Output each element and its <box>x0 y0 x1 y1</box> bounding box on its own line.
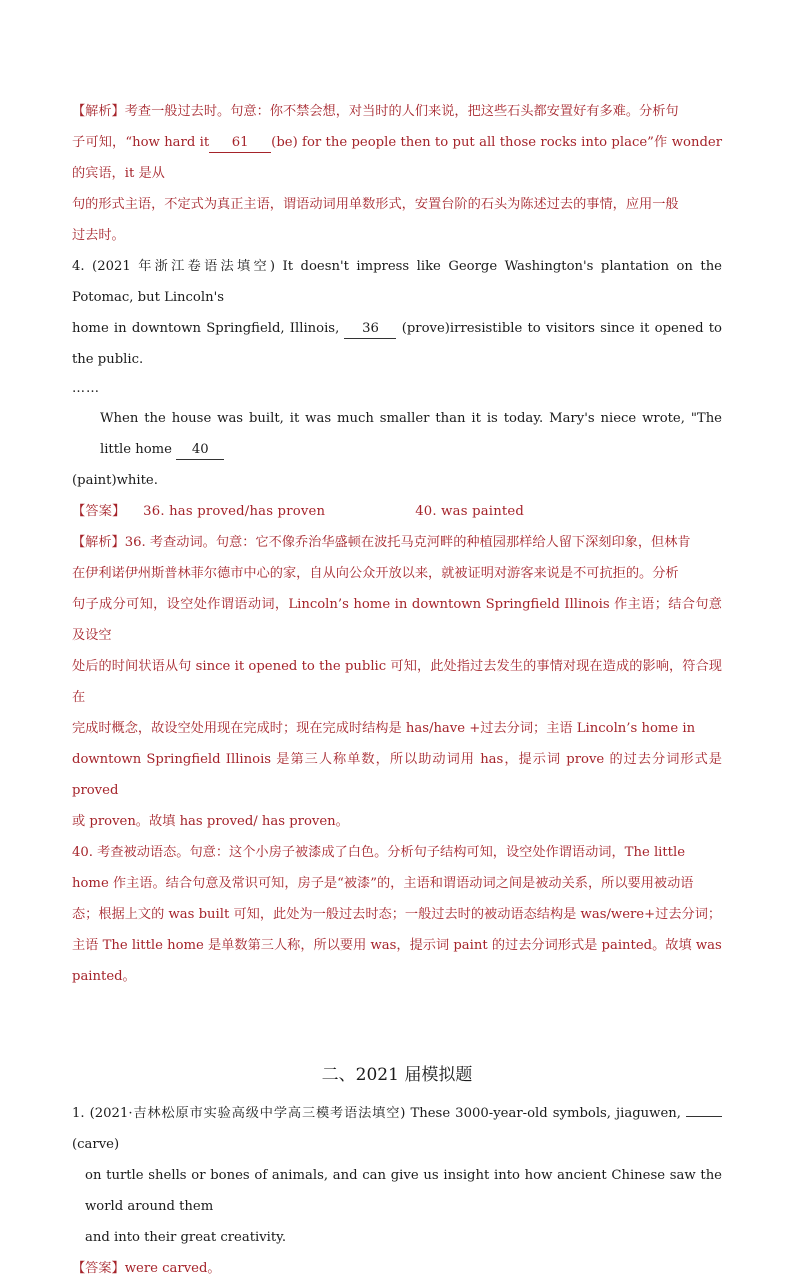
answer-tag: 【答案】 <box>72 1261 125 1276</box>
analysis-text: 子可知，“how hard it <box>72 135 210 150</box>
analysis-line: 主语 The little home 是单数第三人称，所以要用 was，提示词 paint 的过去分词形式是 painted。故填 was <box>72 938 722 953</box>
analysis-text: 36. 考查动词。句意：它不像乔治华盛顿在波托马克河畔的种植园那样给人留下深刻印象，但林肯 <box>124 535 691 550</box>
analysis-line: 在伊利诺伊州斯普林菲尔德市中心的家，自从向公众开放以来，就被证明对游客来说是不可抗拒的。分析 <box>72 566 679 581</box>
answer-blank-carve <box>686 1116 722 1117</box>
question-text: (prove)irresistible to visitors since it opened to the public. <box>72 321 722 367</box>
answer-text: 40. was painted <box>415 504 525 519</box>
analysis-line <box>72 527 722 558</box>
analysis-tag: 【解析】 <box>72 104 125 119</box>
question-line: (paint)white. <box>72 473 158 488</box>
analysis-text: 考查一般过去时。句意：你不禁会想，对当时的人们来说，把这些石头都安置好有多难。分析句 <box>124 104 679 119</box>
question-line <box>72 313 722 375</box>
answer-text: were carved。 <box>124 1261 221 1276</box>
analysis-tag: 【解析】 <box>72 535 125 550</box>
analysis-line: painted。 <box>72 969 136 984</box>
question-line: and into their great creativity. <box>85 1230 287 1245</box>
analysis-line: 40. 考查被动语态。句意：这个小房子被漆成了白色。分析句子结构可知，设空处作谓语动词，The little <box>72 845 686 860</box>
analysis-36 <box>72 527 722 837</box>
analysis-line <box>72 127 722 189</box>
analysis-line: 态；根据上文的 was built 可知，此处为一般过去时态；一般过去时的被动语态结构是 was/were+过去分词； <box>72 907 722 922</box>
answer-1 <box>72 1253 722 1284</box>
analysis-61 <box>72 96 722 251</box>
answer-tag: 【答案】 <box>72 504 126 519</box>
analysis-line: 完成时概念，故设空处用现在完成时；现在完成时结构是 has/have +过去分词；主语 Lincoln’s home in <box>72 721 696 736</box>
answer-text: 36. has proved/has proven <box>143 504 326 519</box>
question-4 <box>72 251 722 496</box>
ellipsis: …… <box>72 381 100 396</box>
question-1 <box>72 1098 722 1253</box>
section-heading: 二、2021 届模拟题 <box>321 1065 473 1085</box>
question-text: When the house was built, it was much smaller than it is today. Mary's niece wrote, "The little home <box>100 411 722 457</box>
analysis-line: 处后的时间状语从句 since it opened to the public 可知，此处指过去发生的事情对现在造成的影响，符合现在 <box>72 659 722 705</box>
analysis-text: (be) for the people then to put all those rocks into place”作 wonder 的宾语，it 是从 <box>72 135 722 181</box>
question-text: 1. (2021·吉林松原市实验高级中学高三模考语法填空) These 3000-year-old symbols, jiaguwen, <box>72 1106 681 1121</box>
answer-blank-61: 61 <box>209 134 271 153</box>
question-line: on turtle shells or bones of animals, and can give us insight into how ancient Chinese saw the world around them <box>85 1168 722 1214</box>
analysis-line: 或 proven。故填 has proved/ has proven。 <box>72 814 349 829</box>
question-line <box>72 1098 722 1160</box>
answer-blank-36: 36 <box>344 320 396 339</box>
analysis-line <box>72 96 722 127</box>
analysis-40 <box>72 837 722 992</box>
analysis-line: 句子成分可知，设空处作谓语动词，Lincoln’s home in downtown Springfield Illinois 作主语；结合句意及设空 <box>72 597 722 643</box>
analysis-line: 过去时。 <box>72 228 125 243</box>
analysis-line: downtown Springfield Illinois 是第三人称单数，所以助动词用 has，提示词 prove 的过去分词形式是 proved <box>72 752 722 798</box>
answer-4 <box>72 496 722 527</box>
answer-blank-40: 40 <box>176 441 224 460</box>
question-text: home in downtown Springfield, Illinois, <box>72 321 340 336</box>
document-page <box>72 96 722 1284</box>
analysis-line: home 作主语。结合句意及常识可知，房子是“被漆”的，主语和谓语动词之间是被动关系，所以要用被动语 <box>72 876 694 891</box>
question-text: (carve) <box>72 1137 120 1152</box>
analysis-line: 句的形式主语，不定式为真正主语，谓语动词用单数形式，安置台阶的石头为陈述过去的事情，应用一般 <box>72 197 679 212</box>
question-line: 4. (2021 年浙江卷语法填空) It doesn't impress like George Washington's plantation on the Potomac, but Lincoln's <box>72 259 722 305</box>
question-line <box>72 403 722 465</box>
